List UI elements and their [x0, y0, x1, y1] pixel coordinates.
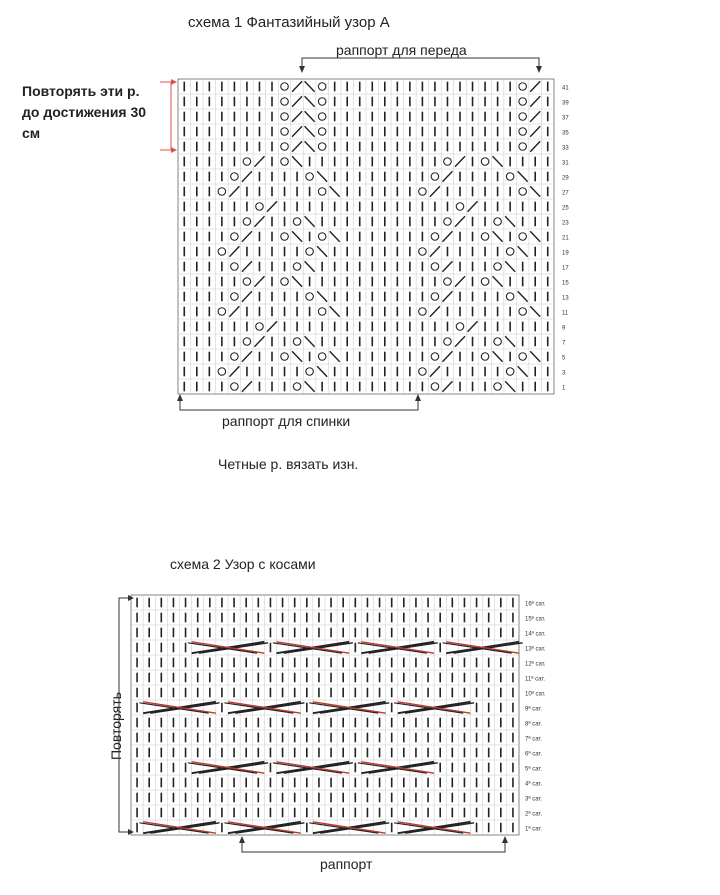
- row-label: 12ª сат.: [525, 661, 546, 668]
- decrease-stitch: [430, 366, 440, 377]
- yarn-over-stitch: [318, 188, 326, 196]
- yarn-over-stitch: [218, 248, 226, 256]
- yarn-over-stitch: [281, 83, 289, 91]
- decrease-stitch: [292, 96, 302, 107]
- row-label: 16ª сат.: [525, 601, 546, 608]
- row-number: 29: [562, 175, 569, 182]
- decrease-stitch: [305, 96, 315, 107]
- row-number: 19: [562, 250, 569, 257]
- row-number: 37: [562, 115, 569, 122]
- yarn-over-stitch: [318, 128, 326, 136]
- yarn-over-stitch: [419, 368, 427, 376]
- decrease-stitch: [530, 186, 540, 197]
- yarn-over-stitch: [256, 203, 264, 211]
- yarn-over-stitch: [231, 293, 239, 301]
- decrease-stitch: [430, 246, 440, 257]
- yarn-over-stitch: [519, 128, 527, 136]
- yarn-over-stitch: [281, 128, 289, 136]
- decrease-stitch: [317, 366, 327, 377]
- decrease-stitch: [305, 126, 315, 137]
- decrease-stitch: [455, 336, 465, 347]
- yarn-over-stitch: [231, 233, 239, 241]
- decrease-stitch: [229, 306, 239, 317]
- decrease-stitch: [493, 351, 503, 362]
- yarn-over-stitch: [431, 353, 439, 361]
- decrease-stitch: [455, 276, 465, 287]
- yarn-over-stitch: [494, 383, 502, 391]
- decrease-stitch: [518, 171, 528, 182]
- yarn-over-stitch: [243, 218, 251, 226]
- decrease-stitch: [254, 336, 264, 347]
- yarn-over-stitch: [519, 113, 527, 121]
- yarn-over-stitch: [431, 263, 439, 271]
- yarn-over-stitch: [318, 143, 326, 151]
- row-number: 17: [562, 265, 569, 272]
- yarn-over-stitch: [293, 218, 301, 226]
- arrow-head: [502, 836, 508, 843]
- row-label: 4ª сат.: [525, 781, 543, 788]
- decrease-stitch: [292, 126, 302, 137]
- decrease-stitch: [267, 321, 277, 332]
- decrease-stitch: [242, 261, 252, 272]
- decrease-stitch: [505, 381, 515, 392]
- decrease-stitch: [305, 336, 315, 347]
- yarn-over-stitch: [281, 278, 289, 286]
- row-label: 14ª сат.: [525, 631, 546, 638]
- yarn-over-stitch: [306, 368, 314, 376]
- back-repeat-bracket: [180, 400, 418, 410]
- arrow-head: [171, 147, 177, 153]
- decrease-stitch: [493, 156, 503, 167]
- row-number: 15: [562, 280, 569, 287]
- row-number: 35: [562, 130, 569, 137]
- row-label: 6ª сат.: [525, 751, 543, 758]
- decrease-stitch: [242, 231, 252, 242]
- yarn-over-stitch: [281, 353, 289, 361]
- decrease-stitch: [305, 216, 315, 227]
- yarn-over-stitch: [419, 188, 427, 196]
- decrease-stitch: [305, 381, 315, 392]
- yarn-over-stitch: [419, 308, 427, 316]
- yarn-over-stitch: [306, 173, 314, 181]
- yarn-over-stitch: [506, 173, 514, 181]
- decrease-stitch: [430, 306, 440, 317]
- row-label: 1ª сат.: [525, 826, 543, 833]
- decrease-stitch: [292, 81, 302, 92]
- yarn-over-stitch: [293, 338, 301, 346]
- decrease-stitch: [530, 141, 540, 152]
- yarn-over-stitch: [306, 248, 314, 256]
- row-label: 7ª сат.: [525, 736, 543, 743]
- row-label: 3ª сат.: [525, 796, 543, 803]
- decrease-stitch: [267, 201, 277, 212]
- decrease-stitch: [292, 111, 302, 122]
- yarn-over-stitch: [318, 233, 326, 241]
- back-repeat-label: раппорт для спинки: [222, 413, 351, 429]
- yarn-over-stitch: [243, 338, 251, 346]
- arrow-head: [239, 836, 245, 843]
- decrease-stitch: [518, 291, 528, 302]
- yarn-over-stitch: [481, 353, 489, 361]
- scheme1-title: схема 1 Фантазийный узор А: [188, 14, 390, 31]
- yarn-over-stitch: [281, 158, 289, 166]
- yarn-over-stitch: [519, 308, 527, 316]
- decrease-stitch: [330, 351, 340, 362]
- row-number: 11: [562, 310, 569, 317]
- arrow-head: [171, 79, 177, 85]
- yarn-over-stitch: [494, 263, 502, 271]
- yarn-over-stitch: [218, 368, 226, 376]
- decrease-stitch: [442, 291, 452, 302]
- decrease-stitch: [530, 111, 540, 122]
- decrease-stitch: [493, 276, 503, 287]
- yarn-over-stitch: [231, 173, 239, 181]
- yarn-over-stitch: [519, 98, 527, 106]
- decrease-stitch: [505, 336, 515, 347]
- yarn-over-stitch: [293, 263, 301, 271]
- scheme2-title: схема 2 Узор с косами: [170, 556, 316, 572]
- yarn-over-stitch: [519, 353, 527, 361]
- yarn-over-stitch: [494, 218, 502, 226]
- decrease-stitch: [493, 231, 503, 242]
- yarn-over-stitch: [318, 98, 326, 106]
- rapport-label: раппорт: [320, 856, 373, 872]
- decrease-stitch: [518, 246, 528, 257]
- decrease-stitch: [254, 156, 264, 167]
- decrease-stitch: [305, 261, 315, 272]
- decrease-stitch: [305, 81, 315, 92]
- front-repeat-label: раппорт для переда: [336, 42, 467, 58]
- yarn-over-stitch: [431, 383, 439, 391]
- decrease-stitch: [530, 306, 540, 317]
- decrease-stitch: [330, 186, 340, 197]
- decrease-stitch: [317, 291, 327, 302]
- yarn-over-stitch: [318, 113, 326, 121]
- yarn-over-stitch: [456, 323, 464, 331]
- yarn-over-stitch: [231, 383, 239, 391]
- yarn-over-stitch: [318, 83, 326, 91]
- yarn-over-stitch: [444, 158, 452, 166]
- decrease-stitch: [442, 351, 452, 362]
- decrease-stitch: [229, 246, 239, 257]
- repeat-note: Повторять эти р. до достижения 30 см: [22, 83, 147, 141]
- decrease-stitch: [254, 276, 264, 287]
- yarn-over-stitch: [281, 113, 289, 121]
- decrease-stitch: [442, 231, 452, 242]
- yarn-over-stitch: [243, 278, 251, 286]
- yarn-over-stitch: [431, 233, 439, 241]
- yarn-over-stitch: [281, 98, 289, 106]
- decrease-stitch: [430, 186, 440, 197]
- yarn-over-stitch: [218, 188, 226, 196]
- row-number: 39: [562, 100, 569, 107]
- decrease-stitch: [229, 186, 239, 197]
- decrease-stitch: [242, 351, 252, 362]
- yarn-over-stitch: [519, 143, 527, 151]
- yarn-over-stitch: [218, 308, 226, 316]
- decrease-stitch: [242, 171, 252, 182]
- row-label: 9ª сат.: [525, 706, 543, 713]
- row-number: 13: [562, 295, 569, 302]
- row-number: 31: [562, 160, 569, 167]
- arrow-head: [177, 394, 183, 401]
- decrease-stitch: [442, 381, 452, 392]
- decrease-stitch: [242, 291, 252, 302]
- row-number: 25: [562, 205, 569, 212]
- row-label: 15ª сат.: [525, 616, 546, 623]
- decrease-stitch: [442, 171, 452, 182]
- row-label: 11ª сат.: [525, 676, 546, 683]
- decrease-stitch: [530, 96, 540, 107]
- decrease-stitch: [468, 321, 478, 332]
- yarn-over-stitch: [318, 308, 326, 316]
- decrease-stitch: [229, 366, 239, 377]
- decrease-stitch: [530, 231, 540, 242]
- decrease-stitch: [330, 306, 340, 317]
- yarn-over-stitch: [306, 293, 314, 301]
- yarn-over-stitch: [494, 338, 502, 346]
- row-number: 23: [562, 220, 569, 227]
- row-number: 3: [562, 370, 566, 377]
- decrease-stitch: [530, 81, 540, 92]
- row-label: 2ª сат.: [525, 811, 543, 818]
- yarn-over-stitch: [243, 158, 251, 166]
- yarn-over-stitch: [431, 293, 439, 301]
- arrow-head: [536, 66, 542, 73]
- yarn-over-stitch: [281, 143, 289, 151]
- decrease-stitch: [530, 351, 540, 362]
- front-repeat-bracket: [302, 58, 539, 66]
- yarn-over-stitch: [231, 263, 239, 271]
- yarn-over-stitch: [444, 278, 452, 286]
- yarn-over-stitch: [318, 353, 326, 361]
- decrease-stitch: [505, 261, 515, 272]
- even-rows-note: Четные р. вязать изн.: [218, 456, 359, 472]
- yarn-over-stitch: [444, 218, 452, 226]
- row-label: 5ª сат.: [525, 766, 543, 773]
- repeat-bracket: [160, 82, 171, 150]
- yarn-over-stitch: [519, 83, 527, 91]
- decrease-stitch: [292, 156, 302, 167]
- row-number: 5: [562, 355, 566, 362]
- repeat-bracket-vertical: [119, 598, 128, 832]
- decrease-stitch: [317, 246, 327, 257]
- row-label: 13ª сат.: [525, 646, 546, 653]
- yarn-over-stitch: [293, 383, 301, 391]
- decrease-stitch: [254, 216, 264, 227]
- decrease-stitch: [330, 231, 340, 242]
- yarn-over-stitch: [431, 173, 439, 181]
- rapport-bracket: [242, 842, 505, 852]
- decrease-stitch: [505, 216, 515, 227]
- row-number: 27: [562, 190, 569, 197]
- yarn-over-stitch: [444, 338, 452, 346]
- row-number: 41: [562, 85, 569, 92]
- decrease-stitch: [292, 276, 302, 287]
- yarn-over-stitch: [456, 203, 464, 211]
- yarn-over-stitch: [481, 233, 489, 241]
- decrease-stitch: [455, 216, 465, 227]
- row-number: 9: [562, 325, 566, 332]
- row-number: 21: [562, 235, 569, 242]
- row-label: 10ª сат.: [525, 691, 546, 698]
- decrease-stitch: [305, 111, 315, 122]
- row-number: 33: [562, 145, 569, 152]
- arrow-head: [299, 66, 305, 73]
- yarn-over-stitch: [519, 188, 527, 196]
- yarn-over-stitch: [231, 353, 239, 361]
- decrease-stitch: [455, 156, 465, 167]
- decrease-stitch: [468, 201, 478, 212]
- arrow-head: [415, 394, 421, 401]
- decrease-stitch: [530, 126, 540, 137]
- yarn-over-stitch: [281, 233, 289, 241]
- yarn-over-stitch: [519, 233, 527, 241]
- decrease-stitch: [292, 231, 302, 242]
- repeat-vertical-label: Повторять: [108, 692, 124, 760]
- yarn-over-stitch: [506, 368, 514, 376]
- decrease-stitch: [242, 381, 252, 392]
- yarn-over-stitch: [256, 323, 264, 331]
- decrease-stitch: [292, 351, 302, 362]
- decrease-stitch: [317, 171, 327, 182]
- yarn-over-stitch: [506, 248, 514, 256]
- decrease-stitch: [442, 261, 452, 272]
- yarn-over-stitch: [419, 248, 427, 256]
- row-label: 8ª сат.: [525, 721, 543, 728]
- yarn-over-stitch: [481, 278, 489, 286]
- decrease-stitch: [292, 141, 302, 152]
- row-number: 7: [562, 340, 566, 347]
- decrease-stitch: [305, 141, 315, 152]
- decrease-stitch: [518, 366, 528, 377]
- row-number: 1: [562, 385, 566, 392]
- yarn-over-stitch: [481, 158, 489, 166]
- yarn-over-stitch: [506, 293, 514, 301]
